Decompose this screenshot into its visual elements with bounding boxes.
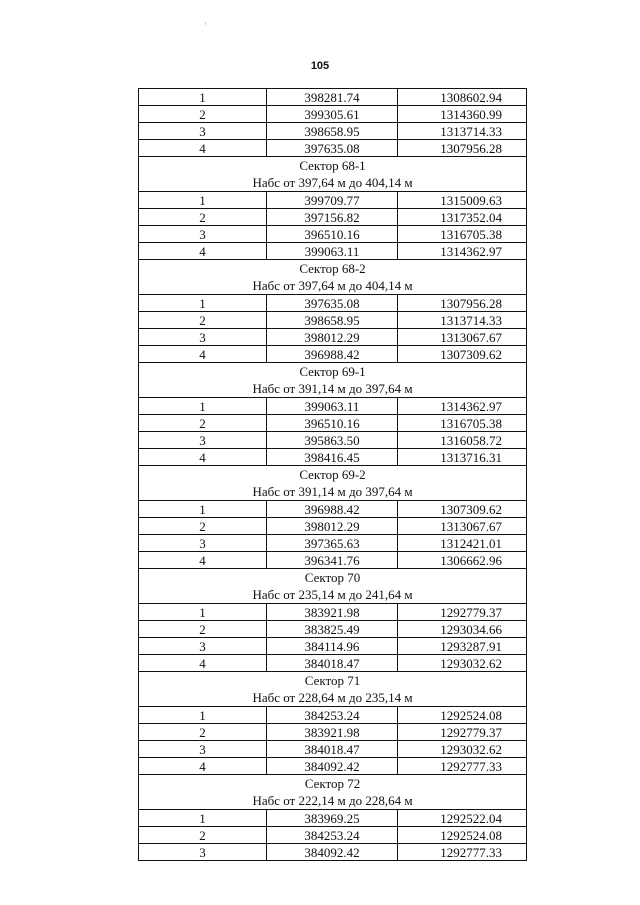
point-number-cell: 4 <box>139 140 267 157</box>
point-number-cell: 2 <box>139 312 267 329</box>
sector-elevation-range: Набс от 235,14 м до 241,64 м <box>252 587 413 602</box>
table-row <box>139 501 527 518</box>
table-row <box>139 243 527 260</box>
table-row <box>139 192 527 209</box>
sector-title: Сектор 69-2 <box>299 467 366 482</box>
x-coordinate-cell: 398281.74 <box>267 89 398 106</box>
sector-header-cell <box>139 775 527 810</box>
sector-header-row <box>139 260 527 295</box>
point-number-cell: 3 <box>139 638 267 655</box>
x-coordinate-cell: 397635.08 <box>267 140 398 157</box>
y-coordinate-cell: 1316058.72 <box>398 432 527 449</box>
sector-elevation-range: Набс от 391,14 м до 397,64 м <box>252 381 413 396</box>
x-coordinate-cell: 398658.95 <box>267 123 398 140</box>
y-coordinate-cell: 1312421.01 <box>398 535 527 552</box>
x-coordinate-cell: 384018.47 <box>267 741 398 758</box>
point-number-cell: 3 <box>139 844 267 861</box>
point-number-cell: 4 <box>139 243 267 260</box>
table-row <box>139 295 527 312</box>
x-coordinate-cell: 396341.76 <box>267 552 398 569</box>
point-number-cell: 2 <box>139 106 267 123</box>
point-number-cell: 1 <box>139 398 267 415</box>
sector-header-row <box>139 363 527 398</box>
sector-header-cell <box>139 157 527 192</box>
point-number-cell: 4 <box>139 346 267 363</box>
y-coordinate-cell: 1313067.67 <box>398 329 527 346</box>
point-number-cell: 1 <box>139 707 267 724</box>
table-row <box>139 518 527 535</box>
x-coordinate-cell: 396988.42 <box>267 501 398 518</box>
table-row <box>139 106 527 123</box>
sector-elevation-range: Набс от 222,14 м до 228,64 м <box>252 793 413 808</box>
y-coordinate-cell: 1306662.96 <box>398 552 527 569</box>
coordinates-table <box>138 88 527 861</box>
sector-header-row <box>139 775 527 810</box>
point-number-cell: 2 <box>139 724 267 741</box>
page-number: 105 <box>310 60 330 72</box>
sector-header-cell <box>139 569 527 604</box>
x-coordinate-cell: 399063.11 <box>267 398 398 415</box>
point-number-cell: 1 <box>139 810 267 827</box>
table-row <box>139 415 527 432</box>
y-coordinate-cell: 1307956.28 <box>398 140 527 157</box>
y-coordinate-cell: 1316705.38 <box>398 415 527 432</box>
table-row <box>139 346 527 363</box>
x-coordinate-cell: 398012.29 <box>267 518 398 535</box>
y-coordinate-cell: 1314362.97 <box>398 243 527 260</box>
y-coordinate-cell: 1313714.33 <box>398 123 527 140</box>
x-coordinate-cell: 397156.82 <box>267 209 398 226</box>
point-number-cell: 1 <box>139 192 267 209</box>
y-coordinate-cell: 1316705.38 <box>398 226 527 243</box>
x-coordinate-cell: 399063.11 <box>267 243 398 260</box>
x-coordinate-cell: 384092.42 <box>267 758 398 775</box>
x-coordinate-cell: 397635.08 <box>267 295 398 312</box>
table-row <box>139 312 527 329</box>
point-number-cell: 4 <box>139 552 267 569</box>
table-row <box>139 810 527 827</box>
table-row <box>139 432 527 449</box>
table-row <box>139 89 527 106</box>
y-coordinate-cell: 1307309.62 <box>398 501 527 518</box>
sector-header-cell <box>139 260 527 295</box>
point-number-cell: 3 <box>139 329 267 346</box>
x-coordinate-cell: 396988.42 <box>267 346 398 363</box>
x-coordinate-cell: 399305.61 <box>267 106 398 123</box>
x-coordinate-cell: 384092.42 <box>267 844 398 861</box>
y-coordinate-cell: 1292779.37 <box>398 604 527 621</box>
point-number-cell: 4 <box>139 655 267 672</box>
x-coordinate-cell: 384114.96 <box>267 638 398 655</box>
point-number-cell: 1 <box>139 501 267 518</box>
sector-elevation-range: Набс от 391,14 м до 397,64 м <box>252 484 413 499</box>
x-coordinate-cell: 397365.63 <box>267 535 398 552</box>
sector-elevation-range: Набс от 228,64 м до 235,14 м <box>252 690 413 705</box>
table-row <box>139 398 527 415</box>
point-number-cell: 2 <box>139 415 267 432</box>
point-number-cell: 2 <box>139 209 267 226</box>
y-coordinate-cell: 1293034.66 <box>398 621 527 638</box>
x-coordinate-cell: 398416.45 <box>267 449 398 466</box>
x-coordinate-cell: 383921.98 <box>267 604 398 621</box>
y-coordinate-cell: 1317352.04 <box>398 209 527 226</box>
point-number-cell: 1 <box>139 295 267 312</box>
point-number-cell: 2 <box>139 621 267 638</box>
point-number-cell: 4 <box>139 758 267 775</box>
point-number-cell: 3 <box>139 432 267 449</box>
y-coordinate-cell: 1293032.62 <box>398 741 527 758</box>
point-number-cell: 3 <box>139 226 267 243</box>
sector-elevation-range: Набс от 397,64 м до 404,14 м <box>252 175 413 190</box>
y-coordinate-cell: 1307956.28 <box>398 295 527 312</box>
sector-header-row <box>139 157 527 192</box>
y-coordinate-cell: 1292524.08 <box>398 827 527 844</box>
table-row <box>139 604 527 621</box>
table-row <box>139 707 527 724</box>
table-row <box>139 724 527 741</box>
y-coordinate-cell: 1292524.08 <box>398 707 527 724</box>
table-row <box>139 329 527 346</box>
table-row <box>139 123 527 140</box>
sector-elevation-range: Набс от 397,64 м до 404,14 м <box>252 278 413 293</box>
table-row <box>139 655 527 672</box>
point-number-cell: 3 <box>139 535 267 552</box>
point-number-cell: 2 <box>139 827 267 844</box>
sector-title: Сектор 69-1 <box>299 364 366 379</box>
sector-title: Сектор 68-1 <box>299 158 366 173</box>
x-coordinate-cell: 383921.98 <box>267 724 398 741</box>
x-coordinate-cell: 383825.49 <box>267 621 398 638</box>
x-coordinate-cell: 396510.16 <box>267 415 398 432</box>
point-number-cell: 2 <box>139 518 267 535</box>
point-number-cell: 4 <box>139 449 267 466</box>
x-coordinate-cell: 383969.25 <box>267 810 398 827</box>
y-coordinate-cell: 1313716.31 <box>398 449 527 466</box>
table-row <box>139 552 527 569</box>
y-coordinate-cell: 1292777.33 <box>398 758 527 775</box>
y-coordinate-cell: 1292522.04 <box>398 810 527 827</box>
table-row <box>139 535 527 552</box>
sector-title: Сектор 68-2 <box>299 261 366 276</box>
point-number-cell: 1 <box>139 604 267 621</box>
sector-header-cell <box>139 363 527 398</box>
y-coordinate-cell: 1315009.63 <box>398 192 527 209</box>
x-coordinate-cell: 398012.29 <box>267 329 398 346</box>
table-row <box>139 226 527 243</box>
table-row <box>139 741 527 758</box>
table-row <box>139 827 527 844</box>
y-coordinate-cell: 1314360.99 <box>398 106 527 123</box>
point-number-cell: 3 <box>139 123 267 140</box>
sector-title: Сектор 72 <box>304 776 361 791</box>
sector-header-row <box>139 466 527 501</box>
y-coordinate-cell: 1292777.33 <box>398 844 527 861</box>
y-coordinate-cell: 1308602.94 <box>398 89 527 106</box>
x-coordinate-cell: 384018.47 <box>267 655 398 672</box>
y-coordinate-cell: 1292779.37 <box>398 724 527 741</box>
y-coordinate-cell: 1293287.91 <box>398 638 527 655</box>
point-number-cell: 3 <box>139 741 267 758</box>
table-row <box>139 844 527 861</box>
x-coordinate-cell: 384253.24 <box>267 707 398 724</box>
y-coordinate-cell: 1307309.62 <box>398 346 527 363</box>
coordinates-table-body <box>139 89 527 861</box>
sector-header-cell <box>139 672 527 707</box>
table-row <box>139 621 527 638</box>
point-number-cell: 1 <box>139 89 267 106</box>
x-coordinate-cell: 398658.95 <box>267 312 398 329</box>
table-row <box>139 209 527 226</box>
y-coordinate-cell: 1293032.62 <box>398 655 527 672</box>
margin-mark <box>205 22 206 25</box>
table-row <box>139 140 527 157</box>
x-coordinate-cell: 395863.50 <box>267 432 398 449</box>
y-coordinate-cell: 1313067.67 <box>398 518 527 535</box>
sector-header-row <box>139 672 527 707</box>
table-row <box>139 449 527 466</box>
x-coordinate-cell: 399709.77 <box>267 192 398 209</box>
y-coordinate-cell: 1313714.33 <box>398 312 527 329</box>
sector-header-row <box>139 569 527 604</box>
y-coordinate-cell: 1314362.97 <box>398 398 527 415</box>
sector-header-cell <box>139 466 527 501</box>
table-row <box>139 638 527 655</box>
x-coordinate-cell: 384253.24 <box>267 827 398 844</box>
sector-title: Сектор 70 <box>304 570 361 585</box>
sector-title: Сектор 71 <box>304 673 361 688</box>
table-row <box>139 758 527 775</box>
x-coordinate-cell: 396510.16 <box>267 226 398 243</box>
